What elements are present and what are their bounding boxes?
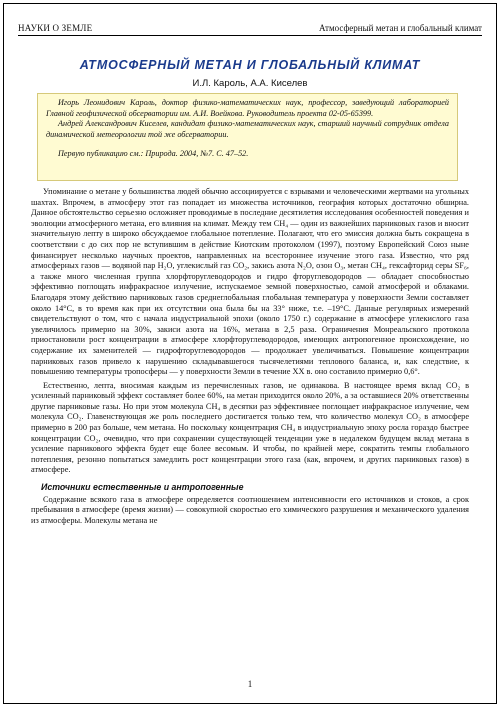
body-paragraph-1: Упоминание о метане у большинства людей обычно ассоциируется с взрывами и человеческими жертвами на угольных шахтах. Впрочем, в атмосферу этот газ попадает из множества источников, география которых достаточно обширна. Данное обстоятельство серьезно осложняет проводимые в последние десятилетия исследования особенностей поведения и эволюции атмосферного метана, его влияния на климат. Между тем CH₄ — один из важнейших парниковых газов и вносит значительную лепту в широко обсуждаемое глобальное потепление. Полагают, что его эмиссия должна быть сокращена в соответствии с до сих пор не вступившим в действие Киотским протоколом (1997), поэтому Европейский Союз ныне финансирует несколько научных проектов, направленных на всестороннее изучение этого газа. Известно, что ряд атмосферных газов — водяной пар H₂O, углекислый газ CO₂, закись азота N₂O, озон O₃, метан CH₄, гексафторид серы SF₆, а также много численная группа хлорфторуглеводородов и гидро фторуглеводородов — обладает способностью эффективно поглощать инфракрасное излучение, испускаемое земной поверхностью, самой атмосферой и облаками. Благодаря этому действию парниковых газов среднеглобальная глобальная температура у поверхности Земли составляет около 14°C, в то время как при их отсутствии она была бы на 33° ниже, т.е. –19°C. Данные регулярных измерений свидетельствуют о том, что с начала индустриальной эпохи (около 1750 г.) содержание в атмосфере углекислого газа увеличилось примерно на 30%, закиси азота на 16%, метана в 2,5 раза. Ограничения Монреальского протокола приостановили рост концентрации в атмосфере хлорфторуглеводородов, имеющих антропогенное происхождение, но содержание их заменителей — гидрофторуглеводородов — продолжает увеличиваться. Повышение концентрации парниковых газов привело к нарушению складывавшегося тысячелетиями теплового баланса, и, как следствие, к повышению температуры тропосферы — у поверхности Земли в течение XX в. оно составило примерно 0,6°. <box>31 187 469 377</box>
author-info-2: Андрей Александрович Киселев, кандидат физико-математических наук, старший научный сотрудник отдела динамической метеорологии той же обсерватории. <box>46 119 449 139</box>
article-authors: И.Л. Кароль, А.А. Киселев <box>192 78 308 89</box>
page-number: 1 <box>247 679 253 689</box>
first-publication-note: Первую публикацию см.: Природа. 2004, №7. С. 47–52. <box>58 149 249 159</box>
article-body <box>31 187 469 529</box>
running-header <box>18 21 482 36</box>
body-paragraph-3: Содержание всякого газа в атмосфере определяется соотношением интенсивности его источников и стоков, а срок пребывания в атмосфере (время жизни) — совокупной скоростью его химического разрушения и механического удаления из атмосферы. Молекулы метана не <box>31 494 469 525</box>
article-title: АТМОСФЕРНЫЙ МЕТАН И ГЛОБАЛЬНЫЙ КЛИМАТ <box>79 58 421 72</box>
header-article-title: Атмосферный метан и глобальный климат <box>318 23 482 33</box>
header-section-name: НАУКИ О ЗЕМЛЕ <box>18 23 93 33</box>
section-heading: Источники естественные и антропогенные <box>41 482 244 493</box>
body-paragraph-2: Естественно, лепта, вносимая каждым из перечисленных газов, не одинакова. В настоящее время вклад CO₂ в усиленный парниковый эффект составляет более 60%, на метан приходится около 20%, а за оставшиеся 20% ответственны другие парниковые газы. Но при этом молекула CH₄ в десятки раз эффективнее поглощает инфракрасное излучение, чем молекула CO₂. Главенствующая же роль последнего достигается только тем, что количество молекул CO₂ в атмосфере примерно в 200 раз больше, чем метана. Но поскольку концентрация CH₄ в индустриальную эпоху росла гораздо быстрее концентрации CO₂, очевидно, что при сохранении существующей тенденции уже в недалеком будущем вклад метана в усиление парникового эффекта будет еще более весомым. И чтобы, по крайней мере, сократить темпы глобального потепления, резонно попытаться замедлить рост концентрации этого газа (как, впрочем, и других парниковых газов) в атмосфере. <box>31 380 469 475</box>
author-info-1: Игорь Леонидович Кароль, доктор физико-математических наук, профессор, заведующий лабораторией Главной геофизической обсерватории им. А.И. Воейкова. Руководитель проекта 02-05-65399. <box>46 98 449 118</box>
author-info-box <box>37 93 458 181</box>
